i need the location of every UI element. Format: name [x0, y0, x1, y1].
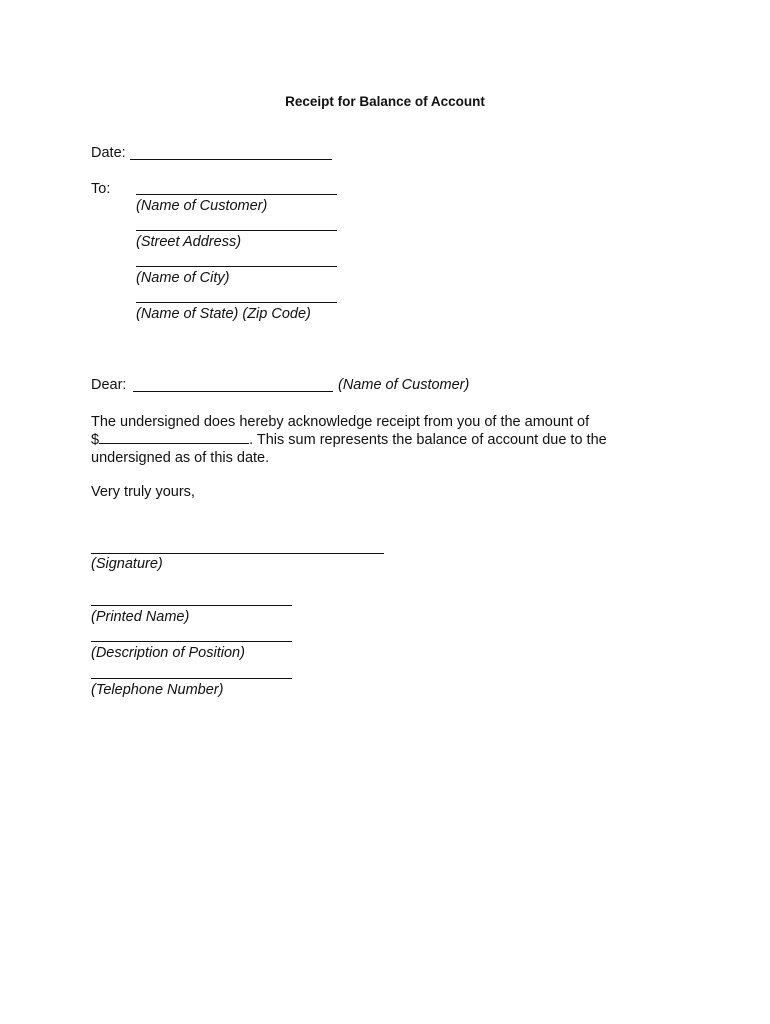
signature-line [91, 553, 384, 554]
body-paragraph [91, 413, 651, 467]
street-address-hint: (Street Address) [136, 234, 242, 250]
date-label: Date: [91, 145, 126, 161]
customer-name-line [136, 194, 337, 195]
date-line [130, 159, 332, 160]
currency-symbol: $ [91, 432, 100, 448]
body-part1: The undersigned does hereby acknowledge receipt from you of the amount of [91, 414, 590, 430]
to-label: To: [91, 181, 111, 197]
customer-name-hint: (Name of Customer) [136, 198, 268, 214]
position-hint: (Description of Position) [91, 645, 245, 661]
document-title: Receipt for Balance of Account [285, 94, 485, 109]
dear-line [133, 391, 333, 392]
city-hint: (Name of City) [136, 270, 230, 286]
amount-blank [99, 431, 249, 444]
telephone-line [91, 678, 292, 679]
printed-name-line [91, 605, 292, 606]
state-zip-hint: (Name of State) (Zip Code) [136, 306, 311, 322]
state-zip-line [136, 302, 337, 303]
telephone-hint: (Telephone Number) [91, 682, 224, 698]
body-part2: . This sum represents the balance of account due to the undersigned as of this date. [91, 432, 607, 466]
closing: Very truly yours, [91, 484, 195, 500]
dear-hint: (Name of Customer) [338, 377, 470, 393]
position-line [91, 641, 292, 642]
dear-label: Dear: [91, 377, 127, 393]
city-line [136, 266, 337, 267]
printed-name-hint: (Printed Name) [91, 609, 190, 625]
street-address-line [136, 230, 337, 231]
signature-hint: (Signature) [91, 556, 163, 572]
